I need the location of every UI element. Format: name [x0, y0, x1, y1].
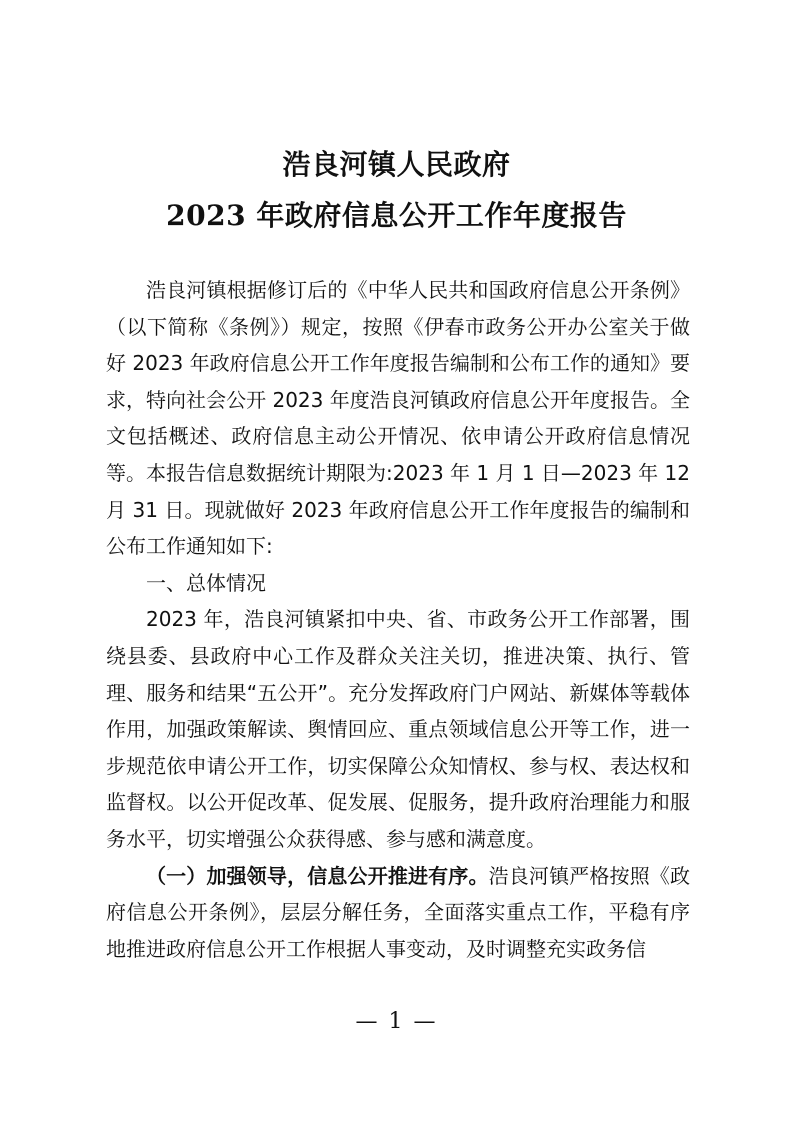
report-body — [106, 272, 690, 967]
subsection-title: （一）加强领导，信息公开推进有序。 — [146, 863, 489, 888]
report-title-line2: 2023 年政府信息公开工作年度报告 — [166, 199, 627, 232]
overview-paragraph: 2023 年，浩良河镇紧扣中央、省、市政务公开工作部署，围绕县委、县政府中心工作及群众关注关切，推进决策、执行、管理、服务和结果“五公开”。充分发挥政府门户网站、新媒体等载体作用，加强政策解读、舆情回应、重点领域信息公开等工作，进一步规范依申请公开工作，切实保障公众知情权、参与权、表达权和监督权。以公开促改革、促发展、促服务，提升政府治理能力和服务水平，切实增强公众获得感、参与感和满意度。 — [106, 607, 690, 851]
subsection-body: 浩良河镇严格按照《政府信息公开条例》，层层分解任务，全面落实重点工作，平稳有序地推进政府信息公开工作根据人事变动，及时调整充实政务信 — [106, 863, 691, 961]
intro-paragraph: 浩良河镇根据修订后的《中华人民共和国政府信息公开条例》（以下简称《条例》）规定，按照《伊春市政务公开办公室关于做好 2023 年政府信息公开工作年度报告编制和公布工作的通知》要求，特向社会公开 2023 年度浩良河镇政府信息公开年度报告。全文包括概述、政府信息主动公开情况、依申请公开政府信息情况等。本报告信息数据统计期限为:2023 年 1 月 1 日—2023 年 12 月 31 日。现就做好 2023 年政府信息公开工作年度报告的编制和公布工作通知如下: — [106, 278, 690, 559]
page-number: — 1 — — [355, 1009, 438, 1034]
subsection-paragraph — [106, 858, 690, 968]
section-heading-overview: 一、总体情况 — [146, 570, 266, 595]
report-title-line1: 浩良河镇人民政府 — [282, 148, 511, 181]
